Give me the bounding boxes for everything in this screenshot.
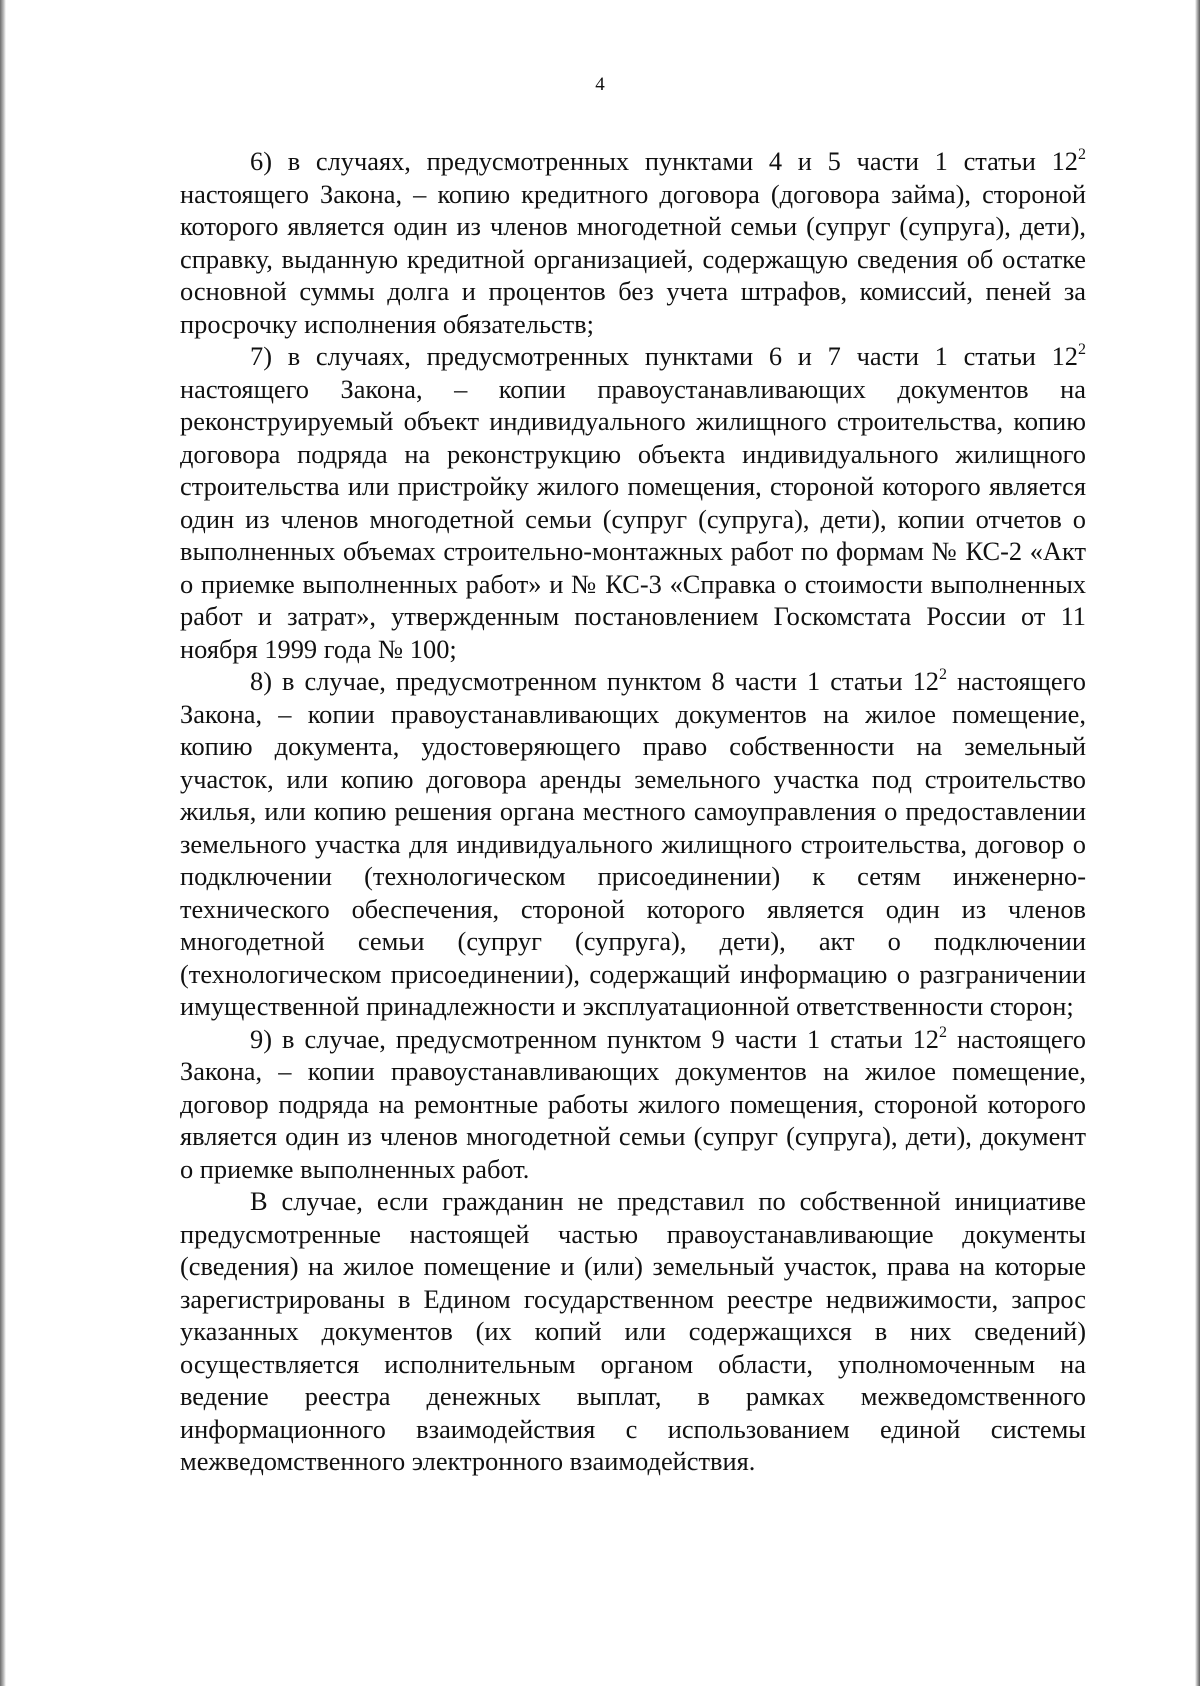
paragraph-text-rest: настоящего Закона, – копии правоустанавливающих документов на жилое помещение, договор подряда на ремонтные работы жилого помещения, стороной которого является один из членов многодетной семьи (супруг (супруга), дети), документ о приемке выполненных работ. <box>180 1023 1086 1184</box>
page-number: 4 <box>595 74 605 95</box>
paragraph-item-9 <box>180 1023 1086 1186</box>
superscript: 2 <box>939 666 947 683</box>
paragraph-text: 7) в случаях, предусмотренных пунктами 6 и 7 части 1 статьи 12 <box>250 341 1078 371</box>
document-body <box>180 145 1086 1478</box>
paragraph-item-8 <box>180 665 1086 1023</box>
paragraph-text: 6) в случаях, предусмотренных пунктами 4 и 5 части 1 статьи 12 <box>250 146 1078 176</box>
paragraph-text: 8) в случае, предусмотренном пунктом 8 части 1 статьи 12 <box>250 666 939 696</box>
paragraph-item-6 <box>180 145 1086 340</box>
superscript: 2 <box>1078 146 1086 163</box>
superscript: 2 <box>939 1023 947 1041</box>
paragraph-text-rest: настоящего Закона, – копии правоустанавливающих документов на реконструируемый объект индивидуального жилищного строительства, копию договора подряда на реконструкцию объекта индивидуального жилищного строительства или пристройку жилого помещения, стороной которого является один из членов многодетной семьи (супруг (супруга), дети), копии отчетов о выполненных объемах строительно-монтажных работ по формам № КС-2 «Акт о приемке выполненных работ» и № КС-3 «Справка о стоимости выполненных работ и затрат», утвержденным постановлением Госкомстата России от 11 ноября 1999 года № 100; <box>180 373 1086 664</box>
paragraph-text-rest: настоящего Закона, – копии правоустанавливающих документов на жилое помещение, копию документа, удостоверяющего право собственности на земельный участок, или копию договора аренды земельного участка под строительство жилья, или копию решения органа местного самоуправления о предоставлении земельного участка для индивидуального жилищного строительства, договор о подключении (технологическом присоединении) к сетям инженерно-технического обеспечения, стороной которого является один из членов многодетной семьи (супруг (супруга), дети), акт о подключении (технологическом присоединении), содержащий информацию о разграничении имущественной принадлежности и эксплуатационной ответственности сторон; <box>180 666 1086 1021</box>
paragraph-text: 9) в случае, предусмотренном пунктом 9 части 1 статьи 12 <box>250 1023 939 1054</box>
paragraph-text-rest: настоящего Закона, – копию кредитного договора (договора займа), стороной которого является один из членов многодетной семьи (супруг (супруга), дети), справку, выданную кредитной организацией, содержащую сведения об остатке основной суммы долга и процентов без учета штрафов, комиссий, пеней за просрочку исполнения обязательств; <box>180 178 1086 339</box>
paragraph-text: В случае, если гражданин не представил по собственной инициативе предусмотренные настоящей частью правоустанавливающие документы (сведения) на жилое помещение и (или) земельный участок, права на которые зарегистрированы в Едином государственном реестре недвижимости, запрос указанных документов (их копий или содержащихся в них сведений) осуществляется исполнительным органом области, уполномоченным на ведение реестра денежных выплат, в рамках межведомственного информационного взаимодействия с использованием единой системы межведомственного электронного взаимодействия. <box>180 1186 1086 1476</box>
paragraph-closing <box>180 1185 1086 1478</box>
superscript: 2 <box>1078 341 1086 358</box>
scan-edge-left <box>0 0 6 1686</box>
scan-edge-right <box>1195 0 1200 1686</box>
paragraph-item-7 <box>180 340 1086 665</box>
